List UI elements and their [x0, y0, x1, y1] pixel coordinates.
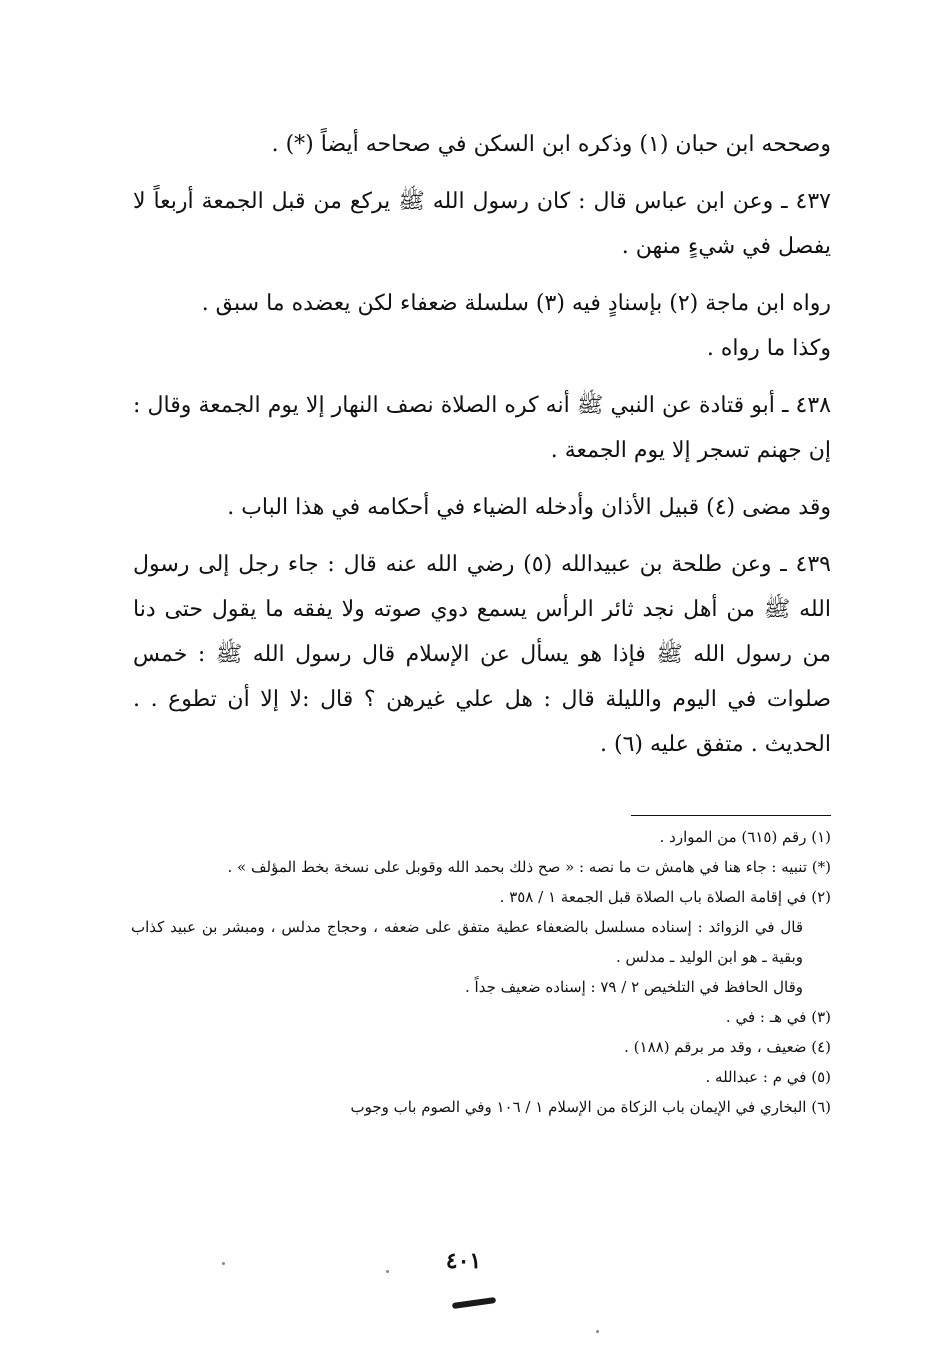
page-number: ٤٠١ [445, 1248, 482, 1274]
footnote-6: (٦) البخاري في الإيمان باب الزكاة من الإسلام ١ / ١٠٦ وفي الصوم باب وجوب [350, 1098, 831, 1116]
footnotes-section [131, 822, 831, 1122]
paragraph-5: وقد مضى (٤) قبيل الأذان وأدخله الضياء في أحكامه في هذا الباب . [227, 495, 831, 520]
footnote-4: (٤) ضعيف ، وقد مر برقم (١٨٨) . [624, 1038, 831, 1056]
hadith-439: ٤٣٩ ـ وعن طلحة بن عبيدالله (٥) رضي الله عنه قال : جاء رجل إلى رسول الله ﷺ من أهل نجد ثائر الرأس يسمع دوي صوته ولا يفقه ما يقول حتى دنا من رسول الله ﷺ فإذا هو يسأل عن الإسلام قال رسول الله ﷺ : خمس صلوات في اليوم والليلة قال : هل علي غيرهن ؟ قال :لا إلا أن تطوع . . الحديث . متفق عليه (٦) . [133, 552, 831, 757]
footnote-1: (١) رقم (٦١٥) من الموارد . [659, 828, 831, 846]
footnote-5: (٥) في م : عبدالله . [705, 1068, 831, 1086]
footnote-2-zawaid: قال في الزوائد : إسناده مسلسل بالضعفاء عطية متفق على ضعفه ، وحجاج مدلس ، ومبشر بن عبيد كذاب وبقية ـ هو ابن الوليد ـ مدلس . [131, 918, 803, 966]
footnote-star: (*) تنبيه : جاء هنا في هامش ت ما نصه : « صح ذلك بحمد الله وقوبل على نسخة بخط المؤلف » . [227, 858, 831, 876]
scan-speck [386, 1270, 389, 1273]
paragraph-3b: وكذا ما رواه . [706, 336, 831, 361]
footnote-3: (٣) في هـ : في . [725, 1008, 831, 1026]
hadith-437: ٤٣٧ ـ وعن ابن عباس قال : كان رسول الله ﷺ يركع من قبل الجمعة أربعاً لا يفصل في شيءٍ منهن . [133, 189, 831, 259]
main-text-body [133, 122, 831, 775]
paragraph-1: وصححه ابن حبان (١) وذكره ابن السكن في صحاحه أيضاً (*) . [271, 132, 831, 157]
paragraph-3a: رواه ابن ماجة (٢) بإسنادٍ فيه (٣) سلسلة ضعفاء لكن يعضده ما سبق . [201, 291, 831, 316]
footnote-2-hafiz: وقال الحافظ في التلخيص ٢ / ٧٩ : إسناده ضعيف جداً . [465, 978, 803, 996]
scan-stroke-mark [452, 1297, 496, 1309]
hadith-438: ٤٣٨ ـ أبو قتادة عن النبي ﷺ أنه كره الصلاة نصف النهار إلا يوم الجمعة وقال : إن جهنم تسجر إلا يوم الجمعة . [133, 393, 831, 463]
footnote-divider [631, 815, 831, 816]
footnote-2: (٢) في إقامة الصلاة باب الصلاة قبل الجمعة ١ / ٣٥٨ . [499, 888, 831, 906]
scan-speck [596, 1330, 599, 1333]
scan-speck [222, 1262, 225, 1265]
